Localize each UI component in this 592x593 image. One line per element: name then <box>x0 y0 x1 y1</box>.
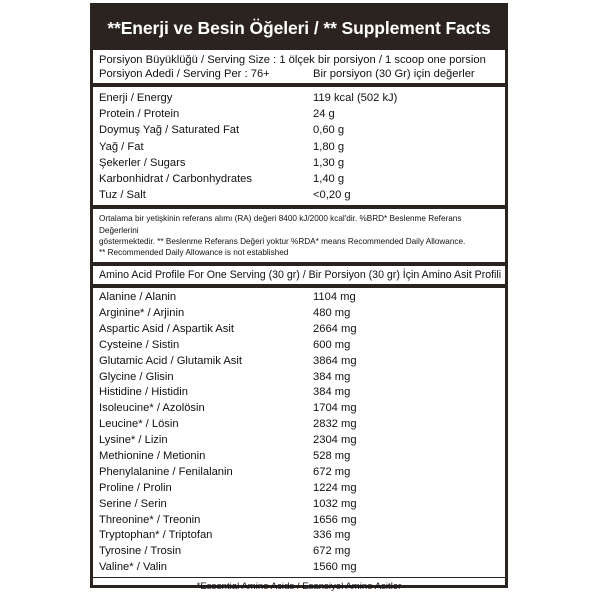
nutrient-name: Enerji / Energy <box>99 92 173 104</box>
amino-value: 384 mg <box>313 370 351 383</box>
amino-row <box>99 290 499 306</box>
amino-value: 528 mg <box>313 450 351 463</box>
essential-amino-footnote: *Essential Amino Acids / Esansiyel Amino Asitler <box>196 581 402 593</box>
serving-per <box>99 67 499 81</box>
note-line: ** Recommended Daily Allowance is not established <box>99 247 289 257</box>
nutrient-row <box>99 187 499 203</box>
nutrient-row <box>99 122 499 138</box>
amino-name: Proline / Prolin <box>99 481 172 494</box>
amino-name: Threonine* / Treonin <box>99 513 201 526</box>
amino-value: 600 mg <box>313 338 351 351</box>
nutrient-value: 0,60 g <box>313 124 345 137</box>
amino-row <box>99 433 499 449</box>
nutrient-value: <0,20 g <box>313 189 351 202</box>
serving-size <box>99 53 499 67</box>
amino-name: Glycine / Glisin <box>99 370 174 383</box>
nutrient-table <box>93 87 505 205</box>
amino-name: Isoleucine* / Azolösin <box>99 402 205 415</box>
amino-row <box>99 417 499 433</box>
amino-row <box>99 560 499 576</box>
amino-row <box>99 385 499 401</box>
nutrient-name: Yağ / Fat <box>99 140 144 153</box>
nutrient-name: Tuz / Salt <box>99 189 146 202</box>
nutrient-row <box>99 155 499 171</box>
nutrient-row <box>99 90 499 106</box>
amino-value: 1032 mg <box>313 497 357 510</box>
amino-value: 336 mg <box>313 529 351 542</box>
amino-name: Arginine* / Arjinin <box>99 307 185 320</box>
nutrient-name: Şekerler / Sugars <box>99 156 186 169</box>
amino-row <box>99 449 499 465</box>
amino-name: Cysteine / Sistin <box>99 338 180 351</box>
nutrient-value: 1,30 g <box>313 156 345 169</box>
amino-name: Lysine* / Lizin <box>99 434 168 447</box>
serving-per-text: Porsiyon Adedi / Serving Per : 76+ <box>99 68 270 80</box>
amino-name: Glutamic Acid / Glutamik Asit <box>99 354 242 367</box>
amino-name: Histidine / Histidin <box>99 386 188 399</box>
amino-name: Leucine* / Lösin <box>99 418 179 431</box>
amino-table <box>93 288 505 577</box>
amino-profile-title: Amino Acid Profile For One Serving (30 gr) / Bir Porsiyon (30 gr) İçin Amino Asit Profili <box>99 269 502 282</box>
nutrient-value: 1,80 g <box>313 140 345 153</box>
amino-name: Tyrosine / Trosin <box>99 545 182 558</box>
nutrient-name: Karbonhidrat / Carbonhydrates <box>99 172 252 185</box>
amino-value: 672 mg <box>313 465 351 478</box>
amino-value: 2664 mg <box>313 322 357 335</box>
amino-value: 2832 mg <box>313 418 357 431</box>
serving-size-text: Porsiyon Büyüklüğü / Serving Size : 1 ölçek bir porsiyon / 1 scoop one porsion <box>99 54 486 66</box>
amino-name: Aspartic Asid / Aspartik Asit <box>99 322 234 335</box>
amino-name: Alanine / Alanin <box>99 291 177 304</box>
amino-value: 672 mg <box>313 545 351 558</box>
amino-row <box>99 544 499 560</box>
amino-name: Valine* / Valin <box>99 561 167 574</box>
amino-value: 1104 mg <box>313 291 356 304</box>
amino-value: 1224 mg <box>313 481 357 494</box>
reference-notes <box>93 209 505 262</box>
amino-name: Methionine / Metionin <box>99 450 206 463</box>
amino-value: 1560 mg <box>313 561 357 574</box>
amino-value: 1656 mg <box>313 513 357 526</box>
nutrient-name: Doymuş Yağ / Saturated Fat <box>99 124 240 137</box>
amino-row <box>99 481 499 497</box>
amino-name: Tryptophan* / Triptofan <box>99 529 213 542</box>
amino-value: 480 mg <box>313 307 351 320</box>
supplement-facts-label <box>90 3 508 593</box>
label-title: **Enerji ve Besin Öğeleri / ** Supplement Facts <box>93 6 505 50</box>
per-serving-header: Bir porsiyon (30 Gr) için değerler <box>313 68 475 80</box>
amino-row <box>99 322 499 338</box>
amino-name: Phenylalanine / Fenilalanin <box>99 465 233 478</box>
amino-value: 2304 mg <box>313 434 357 447</box>
amino-row <box>99 306 499 322</box>
amino-row <box>99 338 499 354</box>
amino-row <box>99 465 499 481</box>
nutrient-name: Protein / Protein <box>99 108 180 121</box>
note-line: göstermektedir. ** Beslenme Referans Değeri yoktur %RDA* means Recommended Daily Allowance. <box>99 236 466 246</box>
nutrient-value: 24 g <box>313 108 335 121</box>
amino-name: Serine / Serin <box>99 497 167 510</box>
amino-row <box>99 354 499 370</box>
amino-row <box>99 528 499 544</box>
amino-row <box>99 401 499 417</box>
amino-value: 1704 mg <box>313 402 357 415</box>
nutrient-value: 119 kcal (502 kJ) <box>313 92 398 104</box>
nutrient-value: 1,40 g <box>313 172 345 185</box>
nutrient-row <box>99 139 499 155</box>
nutrient-row <box>99 106 499 122</box>
note-line: Ortalama bir yetişkinin referans alımı (RA) değeri 8400 kJ/2000 kcal'dir. %BRD* Beslenme Referans Değerlerini <box>99 214 462 235</box>
amino-value: 384 mg <box>313 386 351 399</box>
amino-row <box>99 513 499 529</box>
serving-info <box>93 50 505 83</box>
amino-row <box>99 497 499 513</box>
nutrient-row <box>99 171 499 187</box>
amino-value: 3864 mg <box>313 354 357 367</box>
amino-row <box>99 370 499 386</box>
